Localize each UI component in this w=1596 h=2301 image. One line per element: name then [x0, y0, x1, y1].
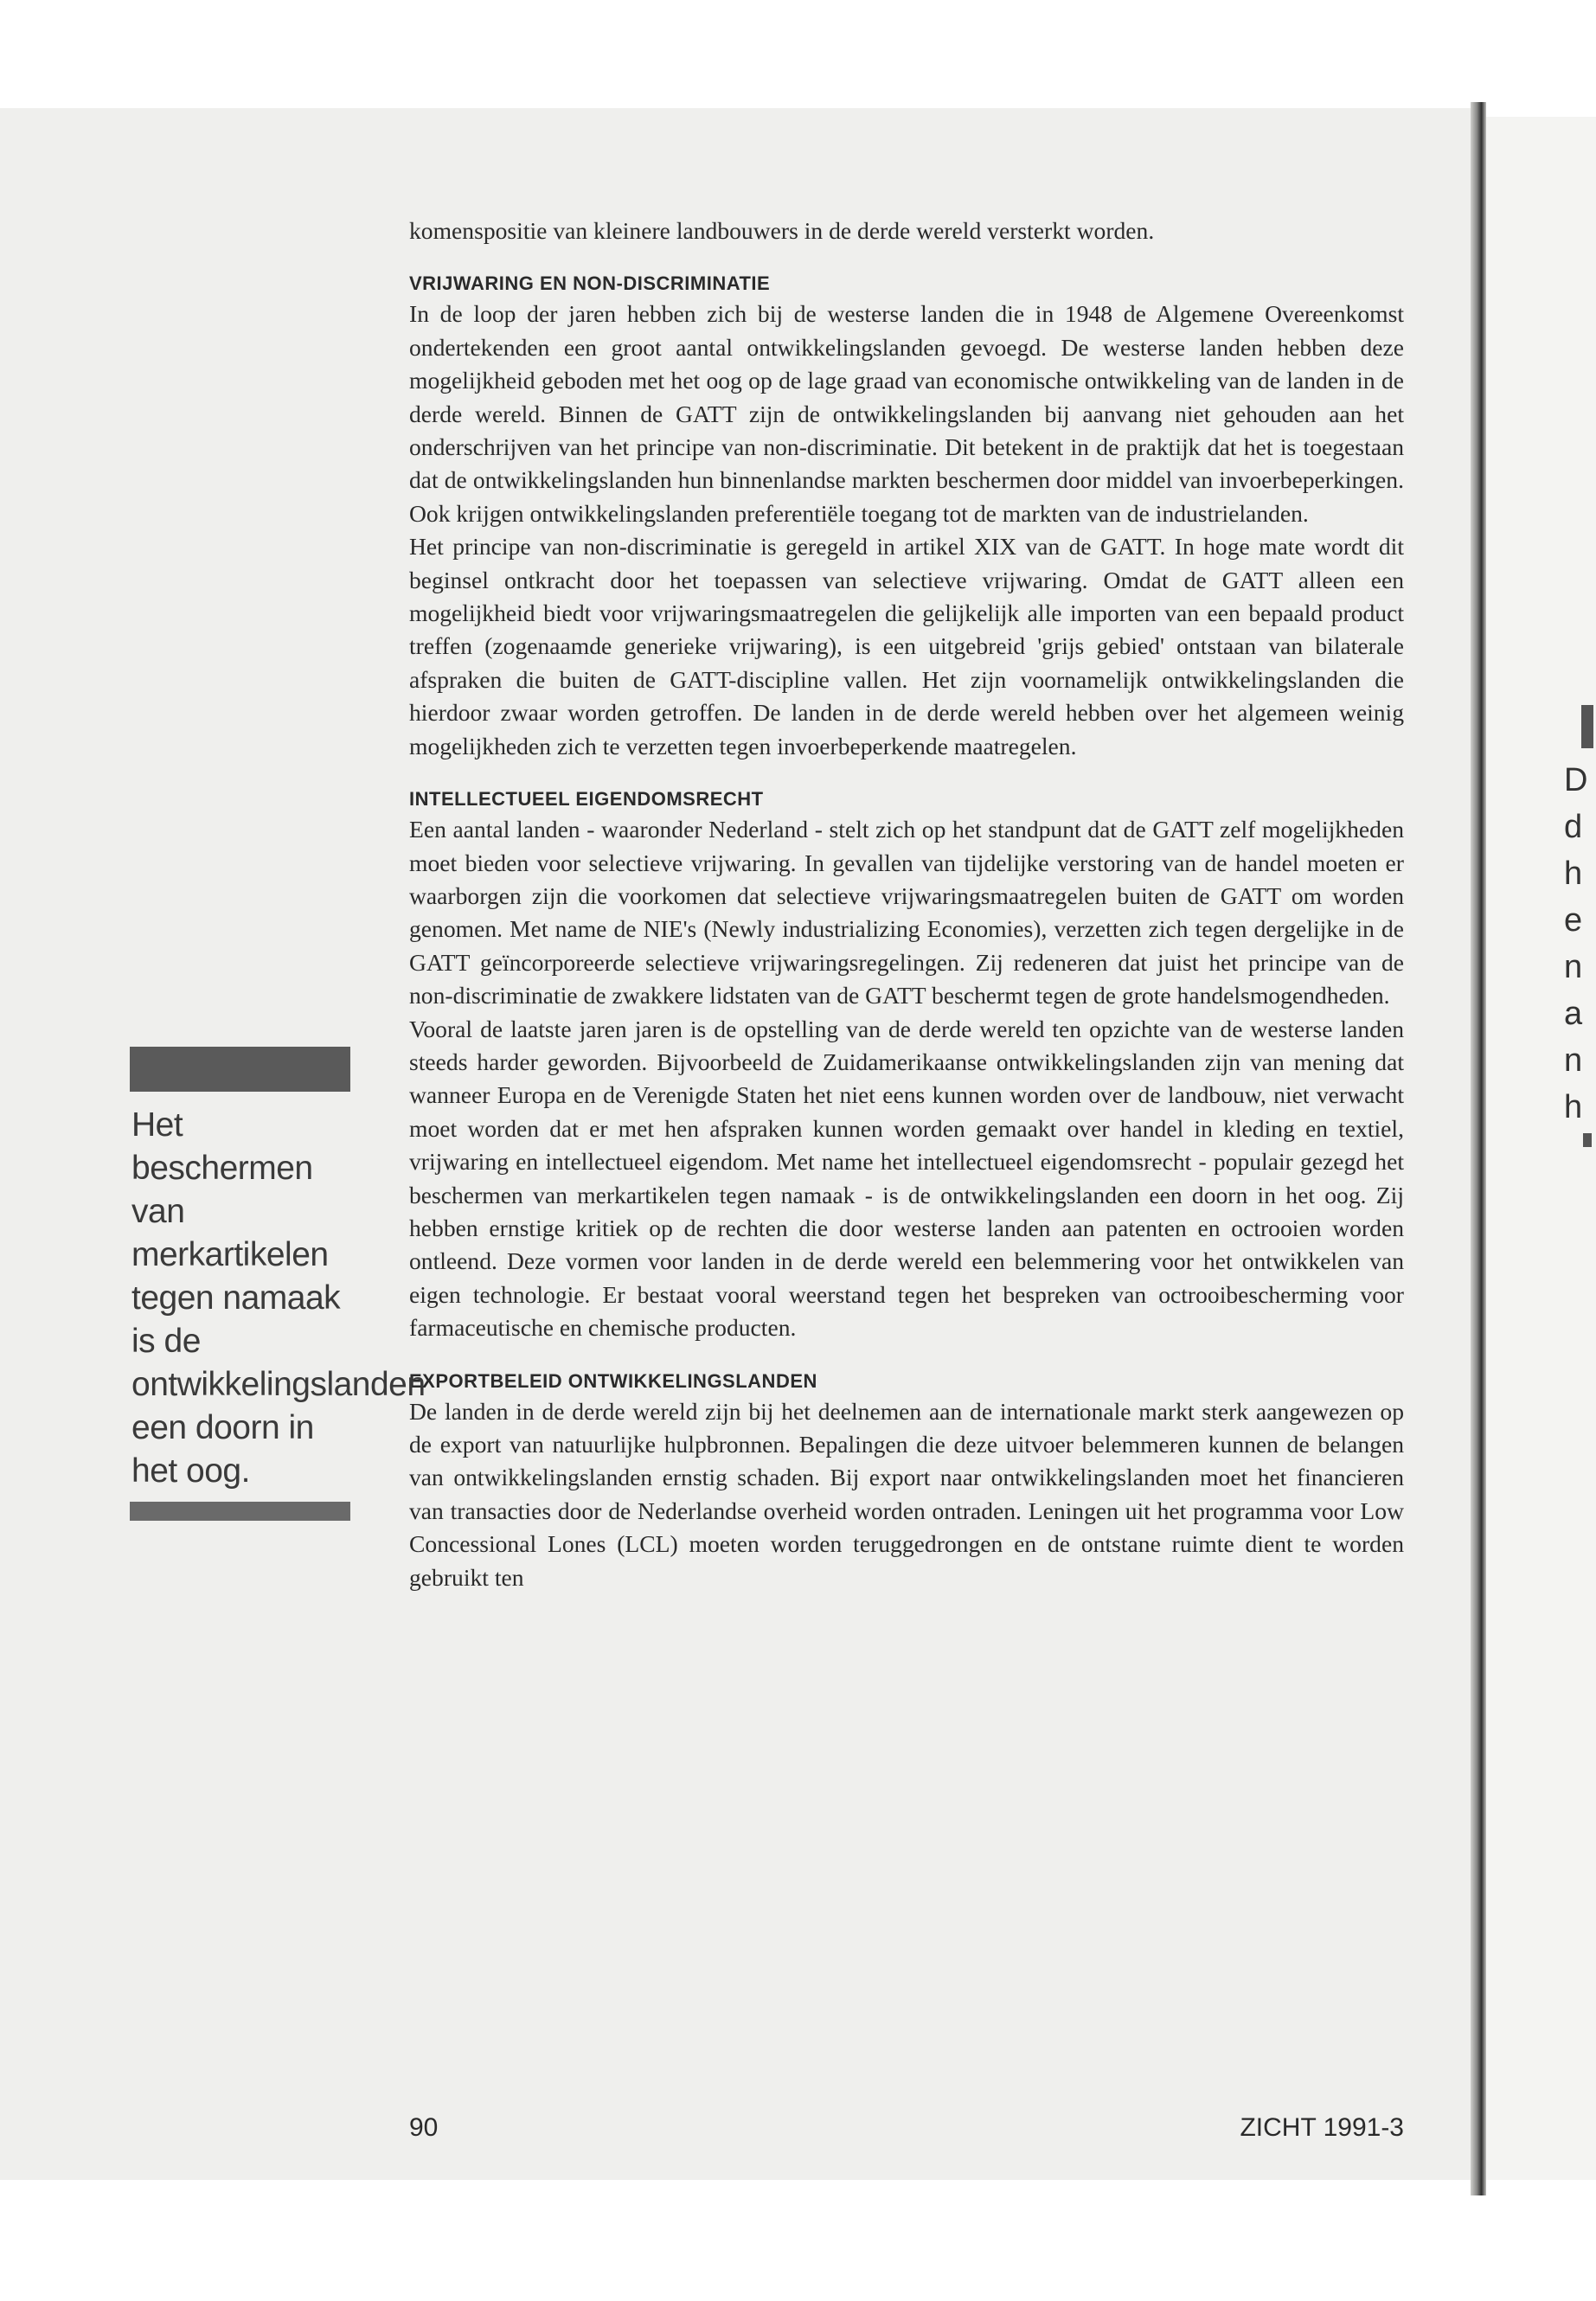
next-page-pullquote-bar	[1581, 705, 1593, 748]
next-page-pullquote-bar-bottom	[1583, 1133, 1592, 1147]
journal-issue: ZICHT 1991-3	[1240, 2113, 1404, 2142]
next-page-char: n	[1564, 1042, 1583, 1079]
page-spine-shadow	[1471, 102, 1486, 2195]
next-page-char: D	[1564, 762, 1588, 798]
pullquote	[130, 1047, 426, 1521]
paragraph: De landen in de derde wereld zijn bij het deelnemen aan de internationale markt sterk aangewezen op de export van natuurlijke hulpbronnen. Bepalingen die deze uitvoer belemmeren kunnen de belangen van ontwikkelingslanden ernstig schaden. Bij export naar ontwikkelingslanden moet het financieren van transacties door de Nederlandse overheid worden ontraden. Leningen uit het programma voor Low Concessional Lones (LCL) moeten worden teruggedrongen en de ontstane ruimte dient te worden gebruikt ten	[409, 1397, 1404, 1591]
next-page-edge	[1486, 117, 1596, 2180]
next-page-char: d	[1564, 809, 1583, 845]
paragraph: Vooral de laatste jaren jaren is de opstelling van de derde wereld ten opzichte van de westerse landen steeds harder geworden. Bijvoorbeeld de Zuidamerikaanse ontwikkelingslanden zijn van mening dat wanneer Europa en de Verenigde Staten het niet eens kunnen worden over de landbouw, niet verwacht moet worden dat er met hen afspraken kunnen worden gemaakt over handel in kleding en textiel, vrijwaring en intellectueel eigendom. Met name het intellectueel eigendomsrecht - populair gezegd het beschermen van merkartikelen tegen namaak - is de ontwikkelingslanden een doorn in het oog. Zij hebben ernstige kritiek op de rechten die door westerse landen aan patenten en octrooien worden ontleend. Deze vormen voor landen in de derde wereld een belemmering voor het ontwikkelen van eigen technologie. Er bestaat vooral weerstand tegen het bespreken van octrooibescherming voor farmaceutische en chemische producten.	[409, 1015, 1404, 1342]
paragraph: Het principe van non-discriminatie is geregeld in artikel XIX van de GATT. In hoge mate wordt dit beginsel ontkracht door het toepassen van selectieve vrijwaring. Omdat de GATT alleen een mogelijkheid biedt voor vrijwaringsmaatregelen die gelijkelijk alle importen van een bepaald product treffen (zogenaamde generieke vrijwaring), is een uitgebreid 'grijs gebied' ontstaan van bilaterale afspraken die buiten de GATT-discipline vallen. Het zijn voornamelijk ontwikkelingslanden die hierdoor zwaar worden getroffen. De landen in de derde wereld hebben over het algemeen weinig mogelijkheden zich te verzetten tegen invoerbeperkende maatregelen.	[409, 533, 1404, 760]
paragraph: Een aantal landen - waaronder Nederland - stelt zich op het standpunt dat de GATT zelf mogelijkheden moet bieden voor selectieve vrijwaring. In gevallen van tijdelijke verstoring van de handel moeten er waarborgen zijn die voorkomen dat selectieve vrijwaringsmaatregelen buiten de GATT om worden genomen. Met name de NIE's (Newly industrializing Economies), verzetten zich tegen dergelijke in de GATT geïncorporeerde selectieve vrijwaringsregelingen. Zij redeneren dat juist het principe van de non-discriminatie de zwakkere lidstaten van de GATT beschermt tegen de grote handelsmogendheden.	[409, 816, 1404, 1009]
pullquote-text: Het beschermen van merkartikelen tegen namaak is de ontwikkelingslanden een doorn in het oog.	[131, 1106, 426, 1490]
section-heading-exportbeleid: EXPORTBELEID ONTWIKKELINGSLANDEN	[409, 1369, 817, 1392]
section-heading-vrijwaring: VRIJWARING EN NON-DISCRIMINATIE	[409, 272, 771, 295]
article-body	[409, 215, 1404, 1594]
next-page-text-fragment	[1564, 757, 1587, 1131]
pullquote-bar-bottom	[130, 1502, 350, 1521]
next-page-char: h	[1564, 1089, 1583, 1125]
section-heading-intellectueel-eigendom: INTELLECTUEEL EIGENDOMSRECHT	[409, 788, 764, 811]
next-page-char: e	[1564, 902, 1583, 939]
pullquote-bar-top	[130, 1047, 350, 1092]
paragraph: In de loop der jaren hebben zich bij de westerse landen die in 1948 de Algemene Overeenkomst ondertekenden een groot aantal ontwikkelingslanden gevoegd. De westerse landen hebben deze mogelijkheid geboden met het oog op de lage graad van economische ontwikkeling van de landen in de derde wereld. Binnen de GATT zijn de ontwikkelingslanden bij aanvang niet gehouden aan het onderschrijven van het principe van non-discriminatie. Dit betekent in de praktijk dat het is toegestaan dat de ontwikkelingslanden hun binnenlandse markten beschermen door middel van invoerbeperkingen. Ook krijgen ontwikkelingslanden preferentiële toegang tot de markten van de industrielanden.	[409, 300, 1404, 527]
next-page-char: a	[1564, 996, 1583, 1032]
next-page-char: h	[1564, 856, 1583, 892]
intro-paragraph: komenspositie van kleinere landbouwers in de derde wereld versterkt worden.	[409, 217, 1155, 244]
next-page-char: n	[1564, 949, 1583, 985]
page-number: 90	[409, 2113, 439, 2142]
